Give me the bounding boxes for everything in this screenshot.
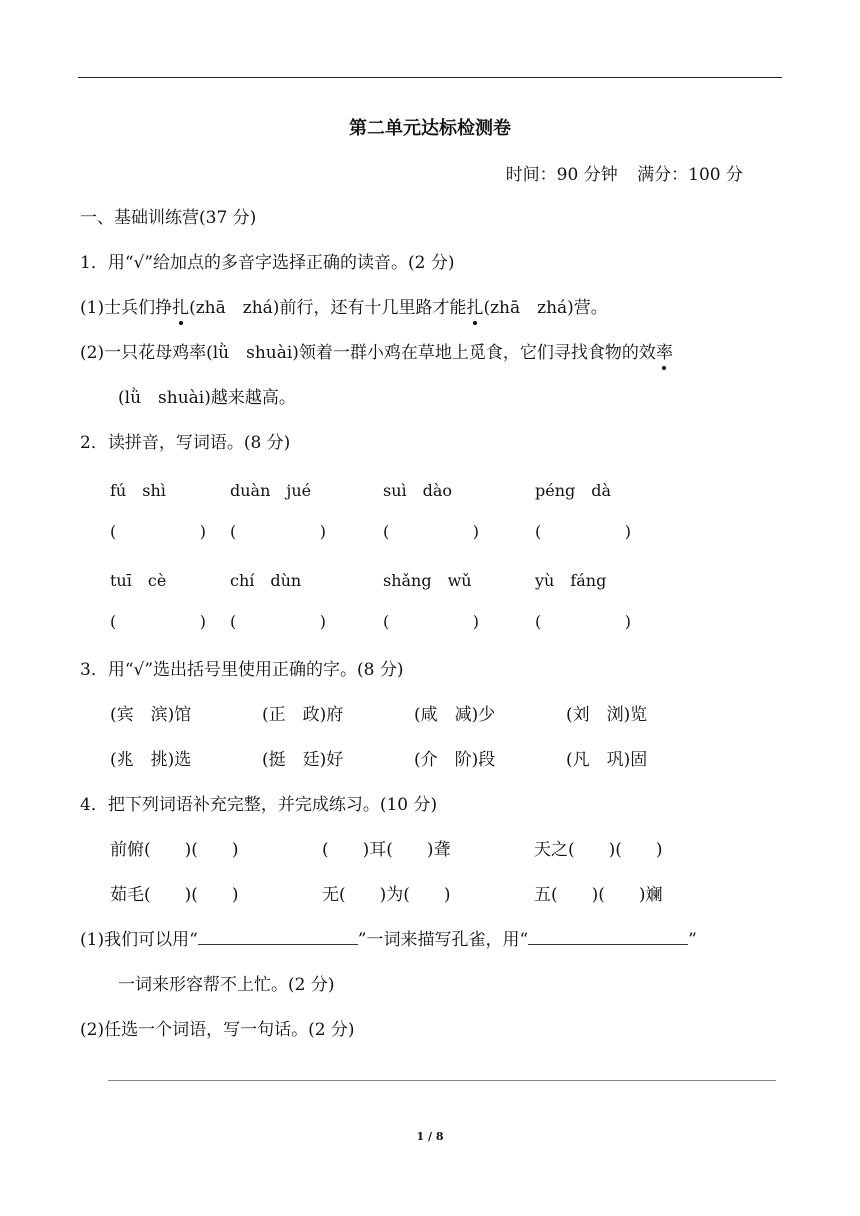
pinyin-item: duàn jué — [230, 481, 312, 500]
answer-blank[interactable] — [383, 522, 479, 541]
pinyin-item: fú shì — [110, 481, 166, 500]
paren-close: ) — [624, 522, 631, 541]
paren-open: ( — [110, 522, 117, 541]
q2-stem: 2．读拼音，写词语。(8 分) — [80, 433, 291, 453]
q1-s1-part-c: (zhā zhá)营。 — [483, 298, 608, 318]
idiom-blank[interactable]: ( )耳( )聋 — [322, 840, 451, 860]
pinyin-item: shǎng wǔ — [383, 571, 472, 590]
paren-open: ( — [535, 612, 542, 631]
q1-sentence-2-cont: (lǜ shuài)越来越高。 — [118, 388, 296, 408]
pinyin-item: péng dà — [535, 481, 612, 500]
paren-close: ) — [199, 612, 206, 631]
char-choice[interactable]: (凡 巩)固 — [566, 750, 648, 770]
paren-close: ) — [319, 612, 326, 631]
dotted-char: 率 — [656, 340, 673, 366]
q4-sub1-part-b: ”一词来描写孔雀，用“ — [357, 930, 529, 950]
q4-sub1-part-a: (1)我们可以用“ — [80, 930, 198, 950]
idiom-blank[interactable]: 前俯( )( ) — [110, 840, 239, 860]
paren-close: ) — [472, 612, 479, 631]
answer-blank[interactable] — [230, 612, 326, 631]
char-choice[interactable]: (挺 廷)好 — [262, 750, 344, 770]
paren-close: ) — [319, 522, 326, 541]
char-choice[interactable]: (兆 挑)选 — [110, 750, 192, 770]
q4-sub1 — [80, 927, 697, 953]
paren-close: ) — [472, 522, 479, 541]
fill-blank[interactable] — [528, 928, 688, 945]
dotted-char: 扎 — [466, 295, 483, 321]
q1-sentence-1 — [80, 295, 608, 321]
answer-blank[interactable] — [110, 612, 206, 631]
pinyin-item: tuī cè — [110, 571, 167, 590]
paren-open: ( — [383, 522, 390, 541]
q3-stem: 3．用“√”选出括号里使用正确的字。(8 分) — [80, 660, 404, 680]
char-choice[interactable]: (刘 浏)览 — [566, 705, 648, 725]
exam-info — [492, 160, 743, 185]
paren-open: ( — [535, 522, 542, 541]
q4-sub1-cont: 一词来形容帮不上忙。(2 分) — [118, 975, 335, 995]
pinyin-item: chí dùn — [230, 571, 302, 590]
pinyin-item: suì dào — [383, 481, 453, 500]
answer-blank[interactable] — [110, 522, 206, 541]
char-choice[interactable]: (咸 减)少 — [414, 705, 496, 725]
answer-blank[interactable] — [230, 522, 326, 541]
char-choice[interactable]: (宾 滨)馆 — [110, 705, 192, 725]
dotted-char: 扎 — [172, 295, 189, 321]
q1-sentence-2 — [80, 340, 673, 366]
paren-open: ( — [230, 612, 237, 631]
page-title: 第二单元达标检测卷 — [349, 118, 511, 139]
q4-sub2: (2)任选一个词语，写一句话。(2 分) — [80, 1020, 355, 1040]
q1-s2-part-a: (2)一只花母鸡率(lǜ shuài)领着一群小鸡在草地上觅食，它们寻找食物的效 — [80, 343, 656, 363]
char-choice[interactable]: (介 阶)段 — [414, 750, 496, 770]
fill-blank[interactable] — [198, 928, 358, 945]
idiom-blank[interactable]: 天之( )( ) — [534, 840, 663, 860]
full-score: 满分：100 分 — [637, 165, 743, 185]
header-rule — [78, 77, 782, 78]
q1-stem: 1．用“√”给加点的多音字选择正确的读音。(2 分) — [80, 253, 455, 273]
q4-stem: 4．把下列词语补充完整，并完成练习。(10 分) — [80, 795, 438, 815]
q1-s1-part-a: (1)士兵们挣 — [80, 298, 173, 318]
paren-open: ( — [110, 612, 117, 631]
idiom-blank[interactable]: 无( )为( ) — [322, 885, 451, 905]
paren-open: ( — [383, 612, 390, 631]
answer-blank[interactable] — [383, 612, 479, 631]
time-limit: 时间：90 分钟 — [505, 165, 618, 185]
answer-blank[interactable] — [535, 612, 631, 631]
idiom-blank[interactable]: 五( )( )斓 — [534, 885, 663, 905]
writing-line[interactable] — [108, 1080, 776, 1081]
q4-sub1-part-c: ” — [688, 930, 697, 950]
page-number: 1 / 8 — [416, 1130, 444, 1143]
paren-close: ) — [624, 612, 631, 631]
char-choice[interactable]: (正 政)府 — [262, 705, 344, 725]
answer-blank[interactable] — [535, 522, 631, 541]
pinyin-item: yù fáng — [535, 571, 607, 590]
paren-open: ( — [230, 522, 237, 541]
idiom-blank[interactable]: 茹毛( )( ) — [110, 885, 239, 905]
paren-close: ) — [199, 522, 206, 541]
q1-s1-part-b: (zhā zhá)前行，还有十几里路才能 — [189, 298, 467, 318]
section-heading: 一、基础训练营(37 分) — [80, 208, 257, 228]
